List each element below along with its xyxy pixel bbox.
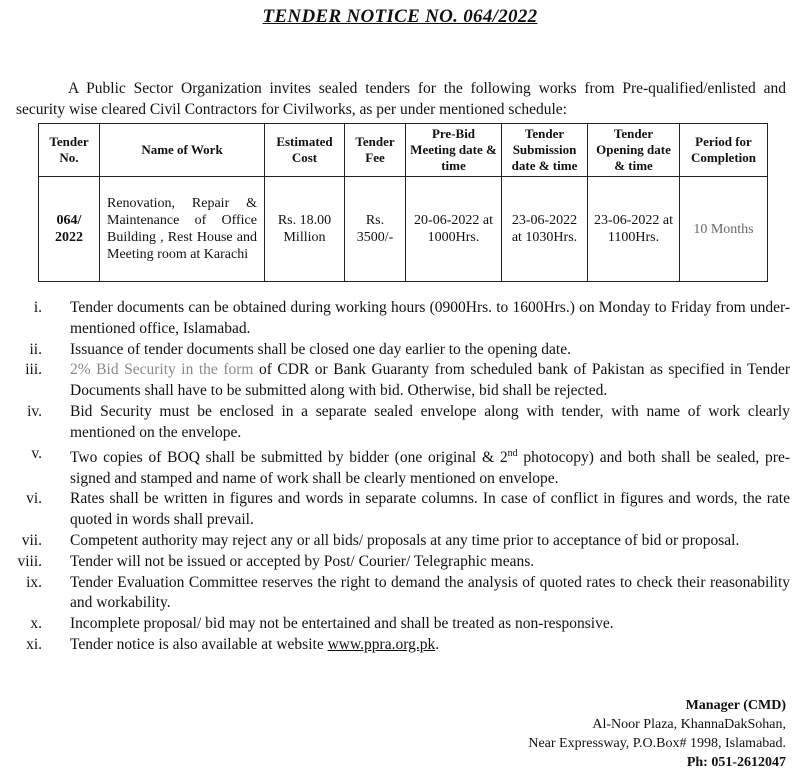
list-item-text: Tender Evaluation Committee reserves the right to demand the analysis of quoted rates to check their reasonability and workability. (70, 573, 790, 612)
list-item-number: vi. (26, 490, 42, 508)
phone-number: Ph: 051-2612047 (686, 755, 786, 770)
signatory-designation: Manager (CMD) (685, 698, 786, 713)
header-opening: Tender Opening date & time (588, 124, 680, 177)
conditions-list (0, 298, 790, 656)
list-item-text: of CDR or Bank Guaranty from scheduled bank of Pakistan as specified in Tender Documents shall have to be submitted along with bid. Otherwise, bid shall be rejected. (70, 361, 790, 400)
header-period: Period for Completion (680, 124, 768, 177)
cell-tender-no: 064/ 2022 (39, 177, 100, 282)
list-item (0, 489, 790, 531)
header-pre-bid: Pre-Bid Meeting date & time (406, 124, 502, 177)
list-item-number: vii. (21, 531, 42, 549)
website-link[interactable]: www.ppra.org.pk (327, 635, 436, 653)
header-estimated-cost: Estimated Cost (265, 124, 345, 177)
list-item-text: Tender notice is also available at website (70, 635, 328, 653)
schedule-table (38, 123, 768, 282)
list-item-number: ix. (26, 573, 42, 591)
cell-submission: 23-06-2022 at 1030Hrs. (502, 177, 588, 282)
header-tender-no: Tender No. (39, 124, 100, 177)
list-item-text: Two copies of BOQ shall be submitted by bidder (one original & 2 (70, 448, 508, 466)
cell-period: 10 Months (680, 177, 768, 282)
list-item-text-end: . (435, 635, 440, 653)
superscript-nd: nd (507, 447, 518, 459)
header-tender-fee: Tender Fee (345, 124, 406, 177)
cell-name-of-work: Renovation, Repair & Maintenance of Office Building , Rest House and Meeting room at Karachi (100, 177, 265, 282)
list-item-text: Competent authority may reject any or all bids/ proposals at any time prior to acceptance of bid or proposal. (70, 531, 740, 549)
list-item (0, 298, 790, 340)
list-item-text: Issuance of tender documents shall be closed one day earlier to the opening date. (70, 340, 571, 358)
intro-paragraph: A Public Sector Organization invites sealed tenders for the following works from Pre-qualified/enlisted and security wise cleared Civil Contractors for Civilworks, as per under mentioned schedule: (16, 79, 786, 118)
table-row (39, 177, 768, 282)
cell-estimated-cost: Rs. 18.00 Million (265, 177, 345, 282)
list-item-faded-text: 2% Bid Security in the form (70, 361, 254, 379)
list-item-number: i. (33, 299, 42, 316)
notice-title: TENDER NOTICE NO. 064/2022 (262, 6, 538, 27)
list-item (0, 360, 790, 402)
address-line-2: Near Expressway, P.O.Box# 1998, Islamabad. (528, 736, 786, 751)
list-item-number: viii. (17, 552, 42, 570)
list-item-text: Incomplete proposal/ bid may not be entertained and shall be treated as non-responsive. (70, 615, 614, 633)
list-item (0, 531, 790, 552)
list-item (0, 635, 790, 656)
list-item-number: x. (30, 615, 42, 633)
cell-tender-fee: Rs. 3500/- (345, 177, 406, 282)
list-item (0, 573, 790, 615)
list-item-number: iv. (27, 402, 42, 420)
list-item (0, 552, 790, 573)
list-item (0, 444, 790, 490)
cell-pre-bid: 20-06-2022 at 1000Hrs. (406, 177, 502, 282)
list-item-number: ii. (29, 340, 42, 358)
list-item-text: Tender documents can be obtained during working hours (0900Hrs. to 1600Hrs.) on Monday to Friday from under- mentioned office, Islamabad. (70, 299, 790, 337)
list-item (0, 402, 790, 444)
signature-block (528, 696, 786, 772)
list-item-text-continued: photocopy) and both shall be sealed, pre-signed and stamped and name of work shall be clearly mentioned on envelope. (70, 448, 790, 487)
list-item-number: xi. (26, 635, 42, 653)
cell-opening: 23-06-2022 at 1100Hrs. (588, 177, 680, 282)
list-item-text: Rates shall be written in figures and words in separate columns. In case of conflict in figures and words, the rate quoted in words shall prevail. (70, 490, 790, 529)
list-item (0, 614, 790, 635)
table-header-row (39, 124, 768, 177)
list-item-number: v. (31, 444, 42, 462)
address-line-1: Al-Noor Plaza, KhannaDakSohan, (592, 717, 786, 732)
list-item (0, 340, 790, 361)
header-name-of-work: Name of Work (100, 124, 265, 177)
list-item-text: Bid Security must be enclosed in a separate sealed envelope along with tender, with name of work clearly mentioned on the envelope. (70, 402, 790, 441)
list-item-number: iii. (25, 361, 42, 379)
header-submission: Tender Submission date & time (502, 124, 588, 177)
list-item-text: Tender will not be issued or accepted by Post/ Courier/ Telegraphic means. (70, 552, 535, 570)
